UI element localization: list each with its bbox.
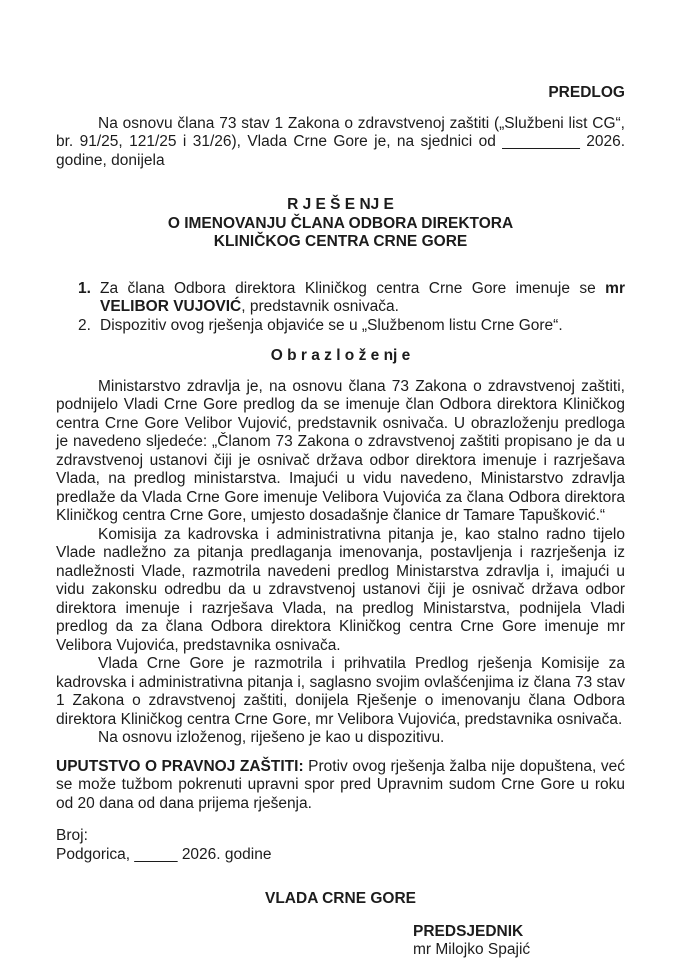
item-2-number: 2. (78, 316, 91, 334)
decision-item-2 (56, 317, 625, 336)
proposal-tag: PREDLOG (548, 84, 625, 101)
item-1-text (100, 280, 625, 317)
legal-remedy-notice (56, 758, 625, 814)
explanation-paragraph-3: Vlada Crne Gore je razmotrila i prihvatila Predlog rješenja Komisije za kadrovska i administrativna pitanja i, saglasno svojim ovlašćenjima iz člana 73 stav 1 Zakona o zdravstvenoj zaštiti, donijela Rješenje o imenovanju člana Odbora direktora Kliničkog centra Crne Gore, mr Velibora Vujovića, predstavnika osnivača. (56, 655, 625, 728)
signer-name: mr Milojko Spajić (413, 941, 531, 958)
item-2-text: Dispozitiv ovog rješenja objaviće se u „Službenom listu Crne Gore“. (100, 316, 563, 334)
item-1-number: 1. (78, 279, 91, 297)
item-1-text-after: , predstavnik osnivača. (241, 298, 399, 315)
signature-block (413, 923, 625, 960)
place-date-line: Podgorica, _____ 2026. godine (56, 845, 272, 863)
intro-paragraph: Na osnovu člana 73 stav 1 Zakona o zdravstvenoj zaštiti („Službeni list CG“, br. 91/25, 121/25 i 31/26), Vlada Crne Gore je, na sjednici od _________ 2026. godine, donijela (56, 114, 625, 169)
explanation-paragraph-2: Komisija za kadrovska i administrativna pitanja je, kao stalno radno tijelo Vlade nadležno za pitanja predlaganja imenovanja, postavljenja i razrješenja iz nadležnosti Vlade, razmotrila navedeni predlog Ministarstva zdravlja i, imajući u vidu zakonsku odredbu da u zdravstvenoj ustanovi čiji je osnivač država odbor direktora imenuje i razrješava Vlada, na predlog Ministarstva, podnijela Vladi predlog da za člana Odbora direktora Kliničkog centra Crne Gore imenuje mr Velibora Vujovića, predstavnika osnivača. (56, 525, 625, 654)
legal-remedy-label: UPUTSTVO O PRAVNOJ ZAŠTITI: (56, 757, 304, 775)
issuer-name: VLADA CRNE GORE (265, 890, 416, 907)
decision-subtitle-line2: KLINIČKOG CENTRA CRNE GORE (213, 233, 468, 250)
item-1-text-before: Za člana Odbora direktora Kliničkog centra Crne Gore imenuje se (100, 279, 606, 297)
explanation-heading: O b r a z l o ž e nj e (270, 347, 411, 364)
explanation-paragraph-4: Na osnovu izloženog, riješeno je kao u dispozitivu. (98, 729, 445, 746)
item-1-appointee-name: mr VELIBOR VUJOVIĆ (100, 279, 625, 315)
decision-item-1 (56, 280, 625, 317)
legal-remedy-text: Protiv ovog rješenja žalba nije dopuštena, već se može tužbom pokrenuti upravni spor pred Upravnim sudom Crne Gore u roku od 20 dana od dana prijema rješenja. (56, 757, 626, 812)
decision-subtitle-line1: O IMENOVANJU ČLANA ODBORA DIREKTORA (167, 214, 514, 232)
explanation-paragraph-1: Ministarstvo zdravlja je, na osnovu člana 73 Zakona o zdravstvenoj zaštiti, podnijelo Vladi Crne Gore predlog da se imenuje član Odbora direktora Kliničkog centra Crne Gore Velibor Vujović, predstavnik osnivača. U obrazloženju predloga je navedeno sljedeće: „Članom 73 Zakona o zdravstvenoj zaštiti propisano je da u zdravstvenoj ustanovi čiji je osnivač država odbor direktora imenuje i razrješava Vlada, na predlog ministarstva. Imajući u vidu navedeno, Ministarstvo zdravlja predlaže da Vlada Crne Gore imenuje Velibora Vujovića za člana Odbora direktora Kliničkog centra Crne Gore, umjesto dosadašnje članice dr Tamare Tapušković.“ (56, 377, 625, 524)
decision-items-list (56, 280, 625, 336)
signer-title: PREDSJEDNIK (413, 922, 524, 940)
document-number-line: Broj: (56, 827, 88, 844)
decision-title: R J E Š E NJ E (287, 196, 394, 213)
decision-title-block (56, 196, 625, 252)
